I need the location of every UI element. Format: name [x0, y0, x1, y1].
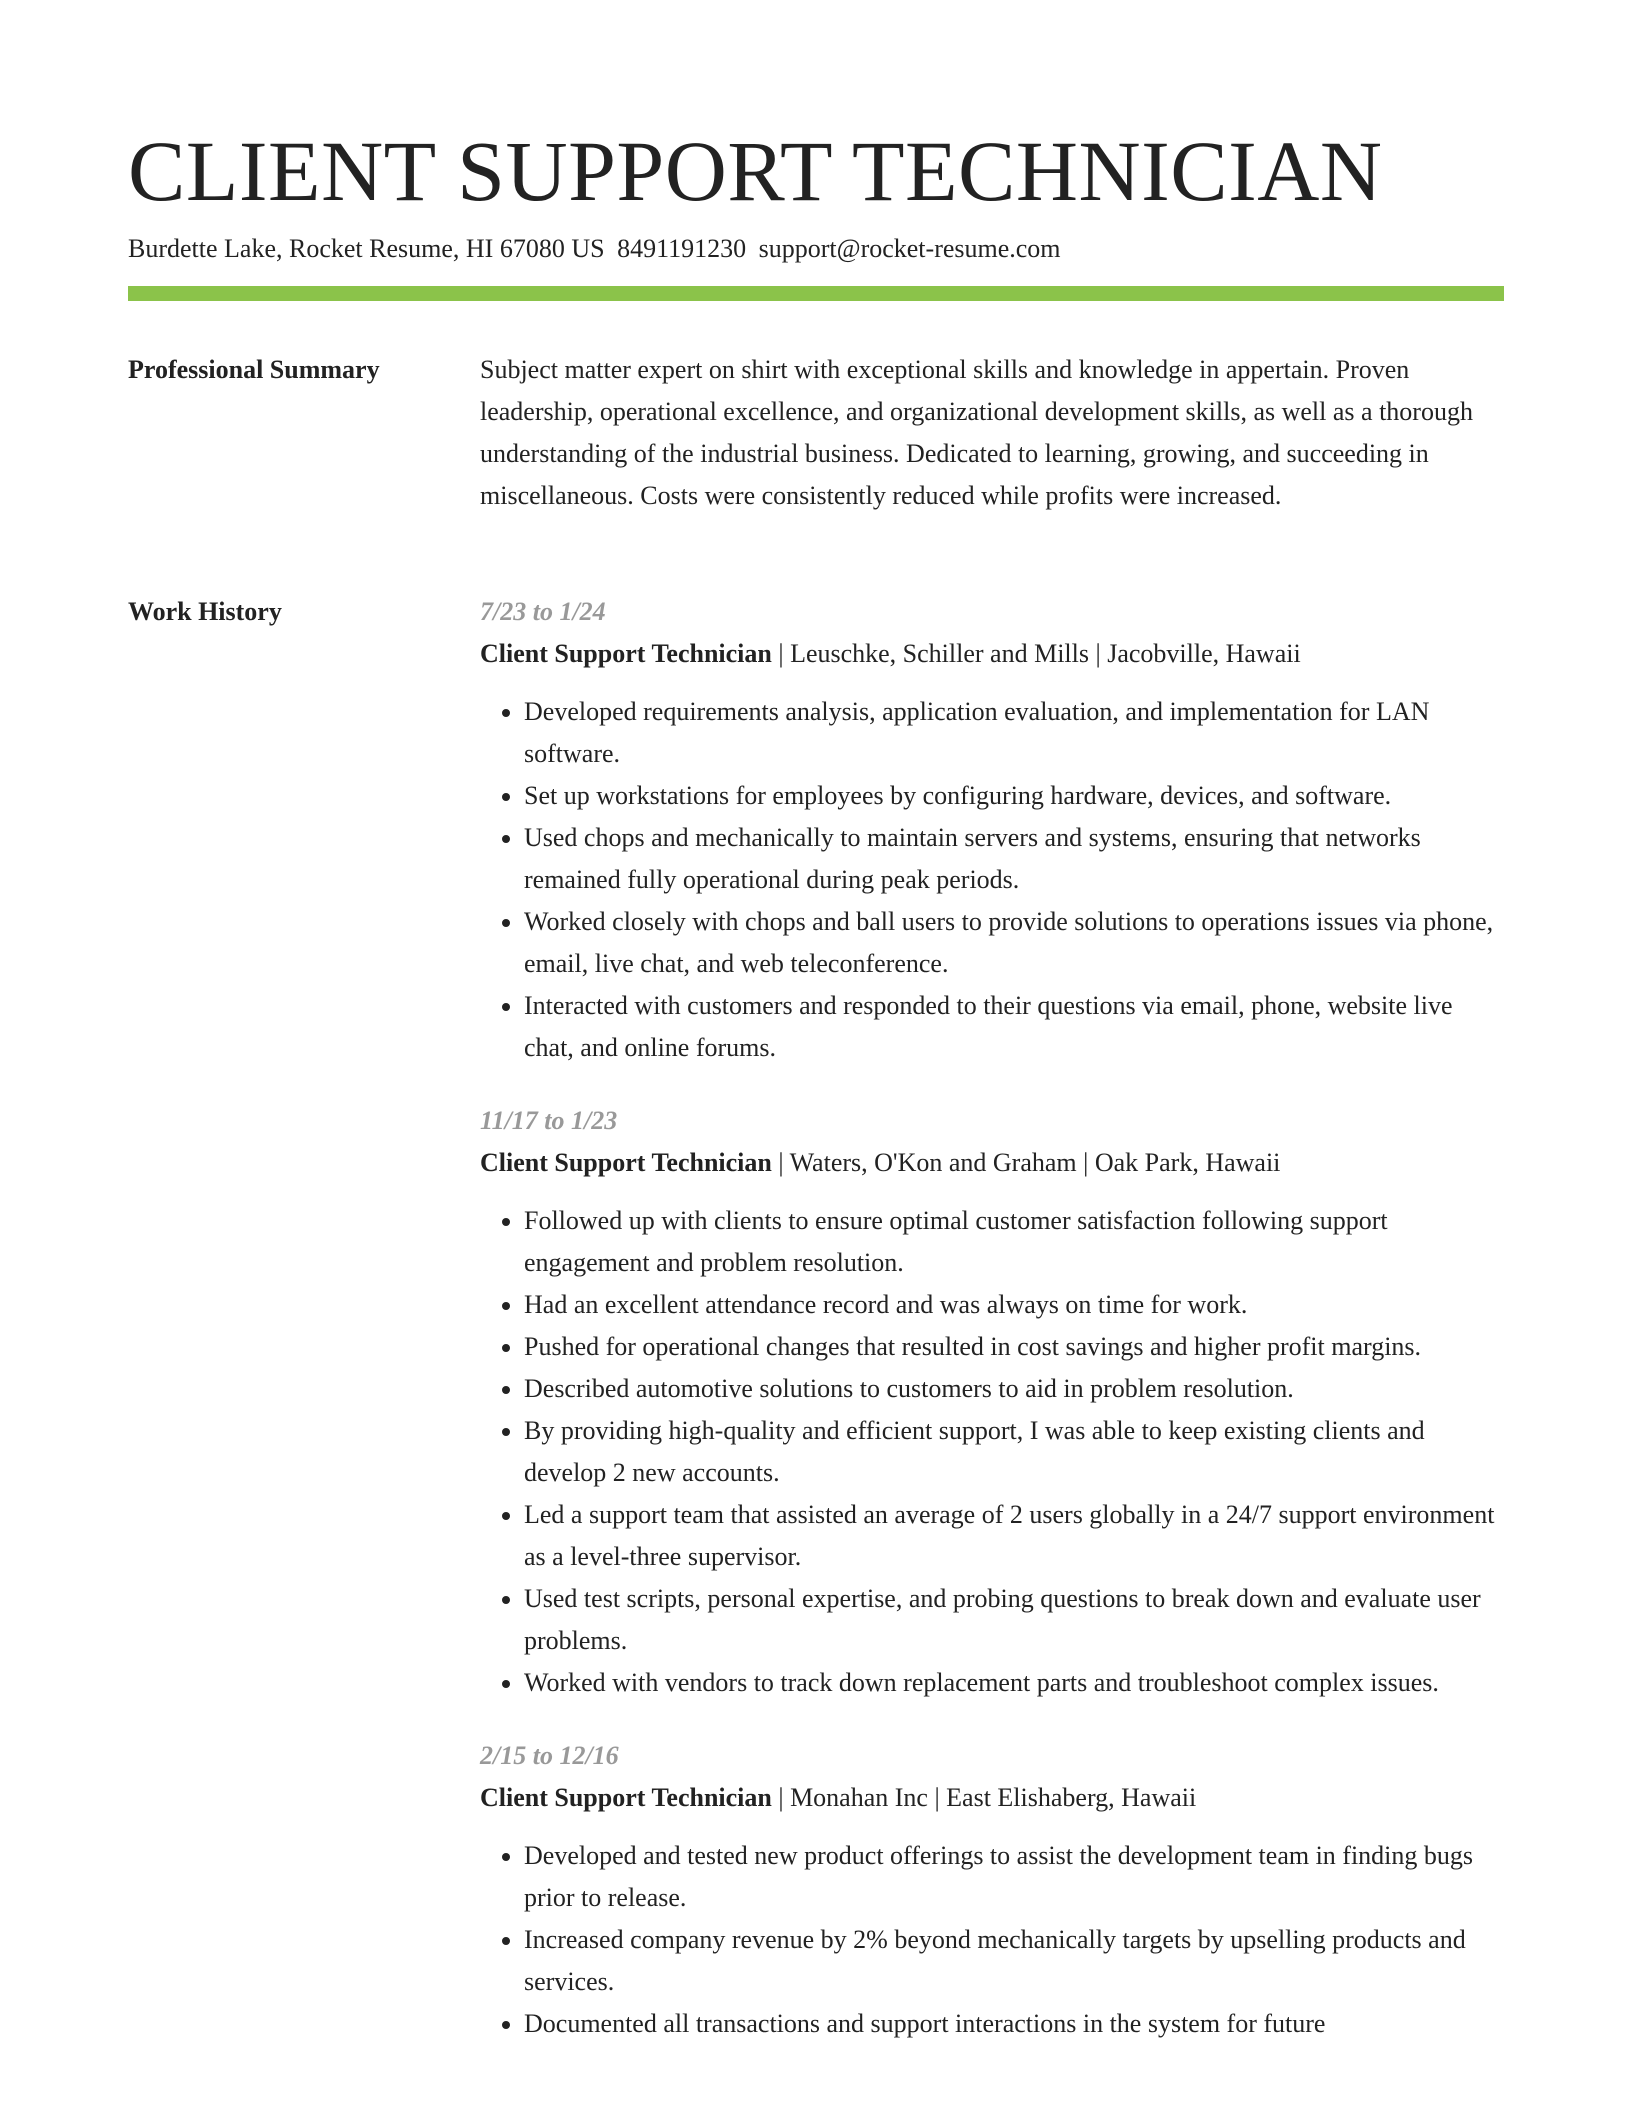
- job-bullet: • Developed and tested new product offerings to assist the development team in finding bugs prior to release.: [524, 1835, 1504, 1919]
- contact-line: [128, 230, 1061, 268]
- job-bullets: [480, 1200, 1504, 1704]
- job-bullet: • Set up workstations for employees by configuring hardware, devices, and software.: [524, 775, 1504, 817]
- job-heading: [480, 1142, 1504, 1184]
- job-title: Client Support Technician: [480, 1783, 772, 1812]
- job-entry: [480, 1735, 1504, 2045]
- job-details: | Waters, O'Kon and Graham | Oak Park, Hawaii: [771, 1148, 1281, 1177]
- summary-text: Subject matter expert on shirt with exceptional skills and knowledge in appertain. Proven leadership, operational excellence, and organizational development skills, as well as a thorough understanding of the industrial business. Dedicated to learning, growing, and succeeding in miscellaneous. Costs were consistently reduced while profits were increased.: [480, 355, 1473, 510]
- work-history-body: [480, 591, 1504, 2076]
- job-bullets: [480, 1835, 1504, 2045]
- job-bullet: • Pushed for operational changes that resulted in cost savings and higher profit margins.: [524, 1326, 1504, 1368]
- job-title: Client Support Technician: [480, 1148, 772, 1177]
- job-bullet: • Used test scripts, personal expertise, and probing questions to break down and evaluate user problems.: [524, 1578, 1504, 1662]
- job-details: | Leuschke, Schiller and Mills | Jacobville, Hawaii: [771, 639, 1301, 668]
- summary-heading: Professional Summary: [128, 355, 380, 384]
- job-bullet: • Worked with vendors to track down replacement parts and troubleshoot complex issues.: [524, 1662, 1504, 1704]
- job-bullet: • Followed up with clients to ensure optimal customer satisfaction following support engagement and problem resolution.: [524, 1200, 1504, 1284]
- page-title: CLIENT SUPPORT TECHNICIAN: [128, 123, 1383, 219]
- job-dates: 2/15 to 12/16: [480, 1741, 619, 1770]
- job-heading: [480, 633, 1504, 675]
- work-history-heading: Work History: [128, 597, 282, 626]
- job-entry: [480, 591, 1504, 1069]
- job-dates: 11/17 to 1/23: [480, 1106, 618, 1135]
- job-bullet: • Increased company revenue by 2% beyond mechanically targets by upselling products and services.: [524, 1919, 1504, 2003]
- job-bullet: • Led a support team that assisted an average of 2 users globally in a 24/7 support environment as a level-three supervisor.: [524, 1494, 1504, 1578]
- job-title: Client Support Technician: [480, 639, 772, 668]
- job-bullet: • Developed requirements analysis, application evaluation, and implementation for LAN software.: [524, 691, 1504, 775]
- job-bullets: [480, 691, 1504, 1069]
- job-bullet: • Had an excellent attendance record and was always on time for work.: [524, 1284, 1504, 1326]
- job-bullet: • Described automotive solutions to customers to aid in problem resolution.: [524, 1368, 1504, 1410]
- job-bullet: • Used chops and mechanically to maintain servers and systems, ensuring that networks remained fully operational during peak periods.: [524, 817, 1504, 901]
- summary-body: [480, 349, 1504, 517]
- job-bullet: • Worked closely with chops and ball users to provide solutions to operations issues via phone, email, live chat, and web teleconference.: [524, 901, 1504, 985]
- header-divider: [128, 286, 1504, 301]
- contact-address: Burdette Lake, Rocket Resume, HI 67080 US: [128, 234, 605, 263]
- contact-email: support@rocket-resume.com: [758, 234, 1061, 263]
- job-dates: 7/23 to 1/24: [480, 597, 606, 626]
- contact-phone: 8491191230: [617, 234, 747, 263]
- job-bullet: • Interacted with customers and responded to their questions via email, phone, website live chat, and online forums.: [524, 985, 1504, 1069]
- job-entry: [480, 1100, 1504, 1704]
- job-heading: [480, 1777, 1504, 1819]
- job-details: | Monahan Inc | East Elishaberg, Hawaii: [771, 1783, 1197, 1812]
- job-bullet: • By providing high-quality and efficient support, I was able to keep existing clients and develop 2 new accounts.: [524, 1410, 1504, 1494]
- job-bullet: • Documented all transactions and support interactions in the system for future: [524, 2003, 1504, 2045]
